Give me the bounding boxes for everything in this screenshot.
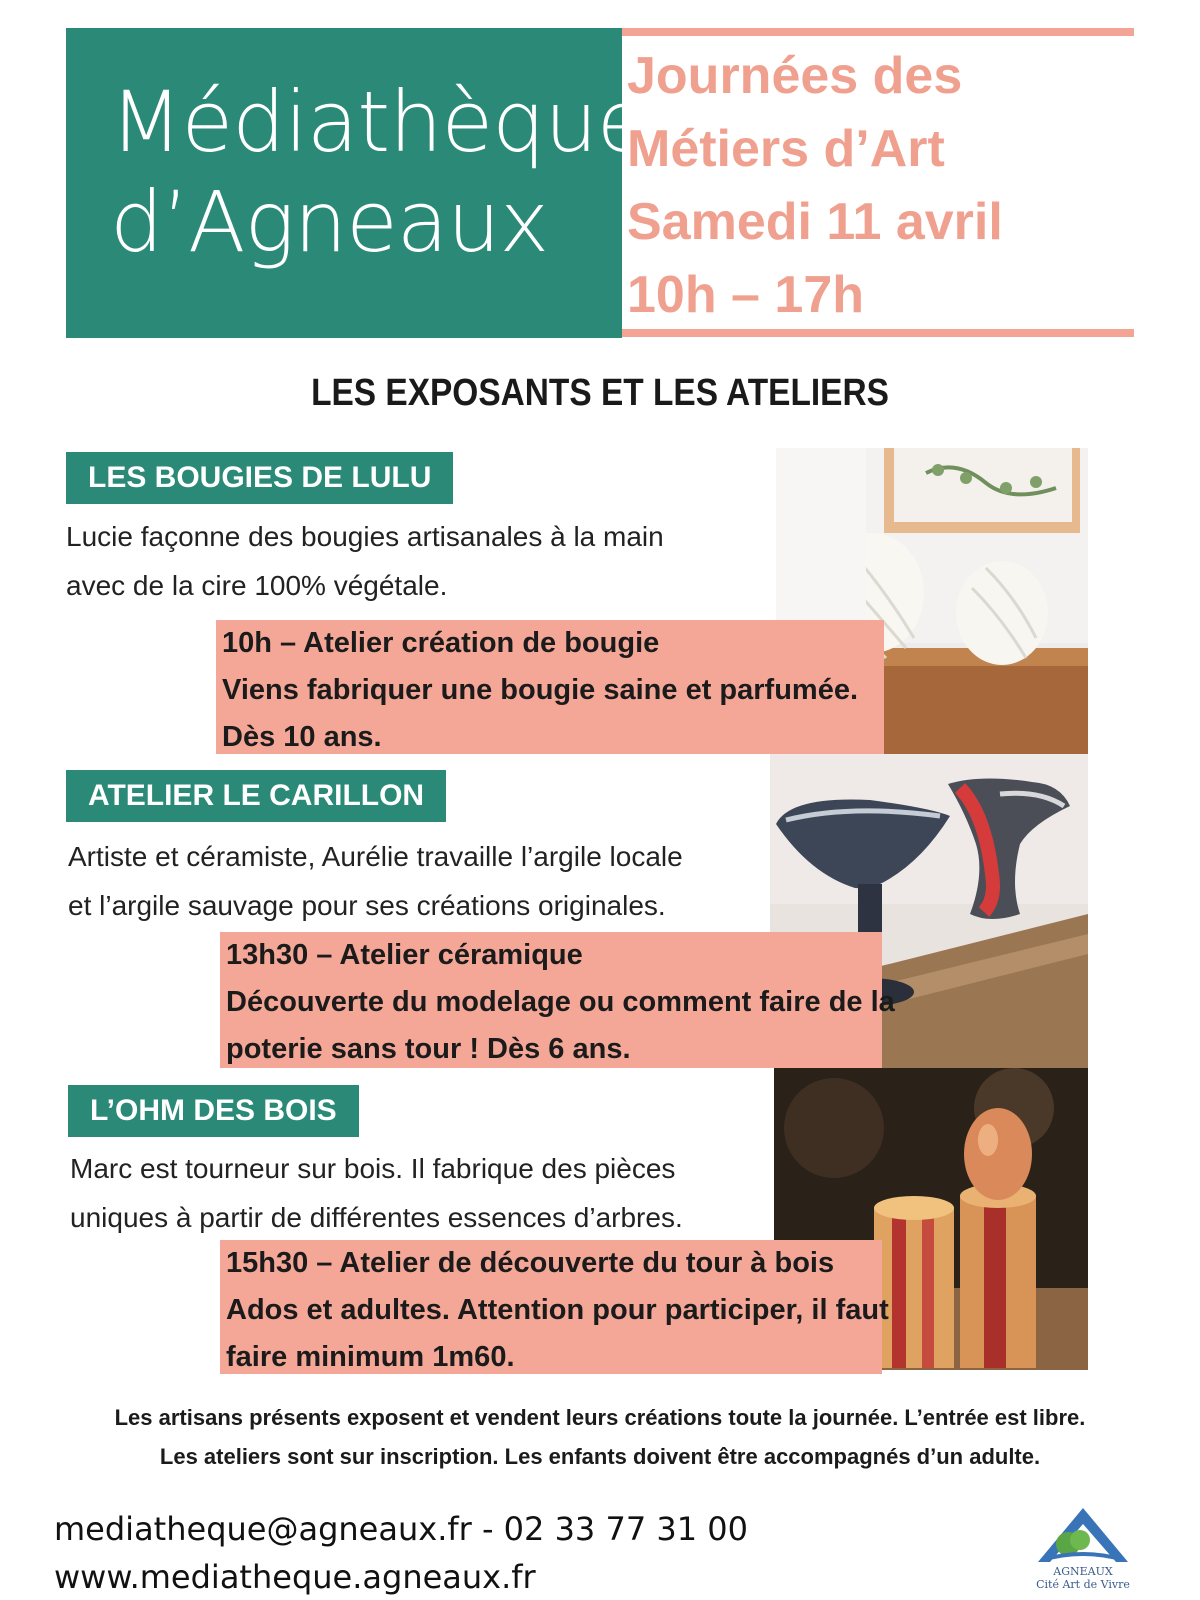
workshop-wood — [220, 1240, 889, 1374]
workshop-line: poterie sans tour ! Dès 6 ans. — [226, 1033, 631, 1065]
description-line: et l’argile sauvage pour ses créations originales. — [68, 890, 666, 921]
header-venue-block — [66, 28, 648, 338]
logo-name: AGNEAUX — [1053, 1565, 1113, 1578]
event-hours: 10h – 17h — [627, 266, 865, 324]
workshop-line: faire minimum 1m60. — [226, 1341, 515, 1373]
exhibitor-description-carillon — [68, 832, 683, 930]
workshop-line: 15h30 – Atelier de découverte du tour à bois — [226, 1247, 835, 1279]
note-line: Les ateliers sont sur inscription. Les enfants doivent être accompagnés d’un adulte. — [159, 1444, 1041, 1469]
contact-email-phone: mediatheque@agneaux.fr - 02 33 77 31 00 — [54, 1510, 748, 1548]
venue-title — [110, 72, 648, 272]
event-date: Samedi 11 avril — [627, 193, 1003, 251]
venue-title-line2: d’Agneaux — [110, 173, 549, 271]
exhibitor-description-lulu — [66, 512, 664, 610]
description-line: Artiste et céramiste, Aurélie travaille l’argile locale — [68, 841, 683, 872]
workshop-line: Viens fabriquer une bougie saine et parfumée. — [222, 674, 859, 706]
event-title-line2: Métiers d’Art — [627, 120, 945, 178]
workshop-ceramics — [220, 932, 895, 1068]
event-info — [627, 40, 1127, 332]
workshop-line: Dès 10 ans. — [222, 721, 382, 753]
section-title: LES EXPOSANTS ET LES ATELIERS — [311, 372, 889, 414]
workshop-candle — [216, 620, 884, 754]
contact-website: www.mediatheque.agneaux.fr — [54, 1558, 536, 1596]
header-divider-bottom — [622, 329, 1134, 337]
workshop-line: 10h – Atelier création de bougie — [222, 627, 660, 659]
venue-title-line1: Médiathèque — [110, 73, 648, 171]
description-line: Marc est tourneur sur bois. Il fabrique des pièces — [70, 1153, 676, 1184]
logo-text — [1028, 1565, 1138, 1591]
description-line: uniques à partir de différentes essences d’arbres. — [70, 1202, 683, 1233]
contact-info — [54, 1505, 748, 1600]
workshop-line: 13h30 – Atelier céramique — [226, 939, 583, 971]
event-title-line1: Journées des — [627, 47, 963, 105]
logo-tagline: Cité Art de Vivre — [1036, 1578, 1130, 1591]
workshop-line: Découverte du modelage ou comment faire de la — [226, 986, 895, 1018]
description-line: Lucie façonne des bougies artisanales à la main — [66, 521, 664, 552]
exhibitor-name-ohm-des-bois: L’OHM DES BOIS — [68, 1085, 359, 1137]
note-line: Les artisans présents exposent et vendent leurs créations toute la journée. L’entrée est libre. — [114, 1405, 1086, 1430]
workshop-line: Ados et adultes. Attention pour participer, il faut — [226, 1294, 889, 1326]
exhibitor-description-ohm-des-bois — [70, 1144, 683, 1242]
footer-notes — [0, 1398, 1200, 1476]
exhibitor-name-carillon: ATELIER LE CARILLON — [66, 770, 446, 822]
header-divider-top — [622, 28, 1134, 36]
exhibitor-name-lulu: LES BOUGIES DE LULU — [66, 452, 453, 504]
description-line: avec de la cire 100% végétale. — [66, 570, 448, 601]
